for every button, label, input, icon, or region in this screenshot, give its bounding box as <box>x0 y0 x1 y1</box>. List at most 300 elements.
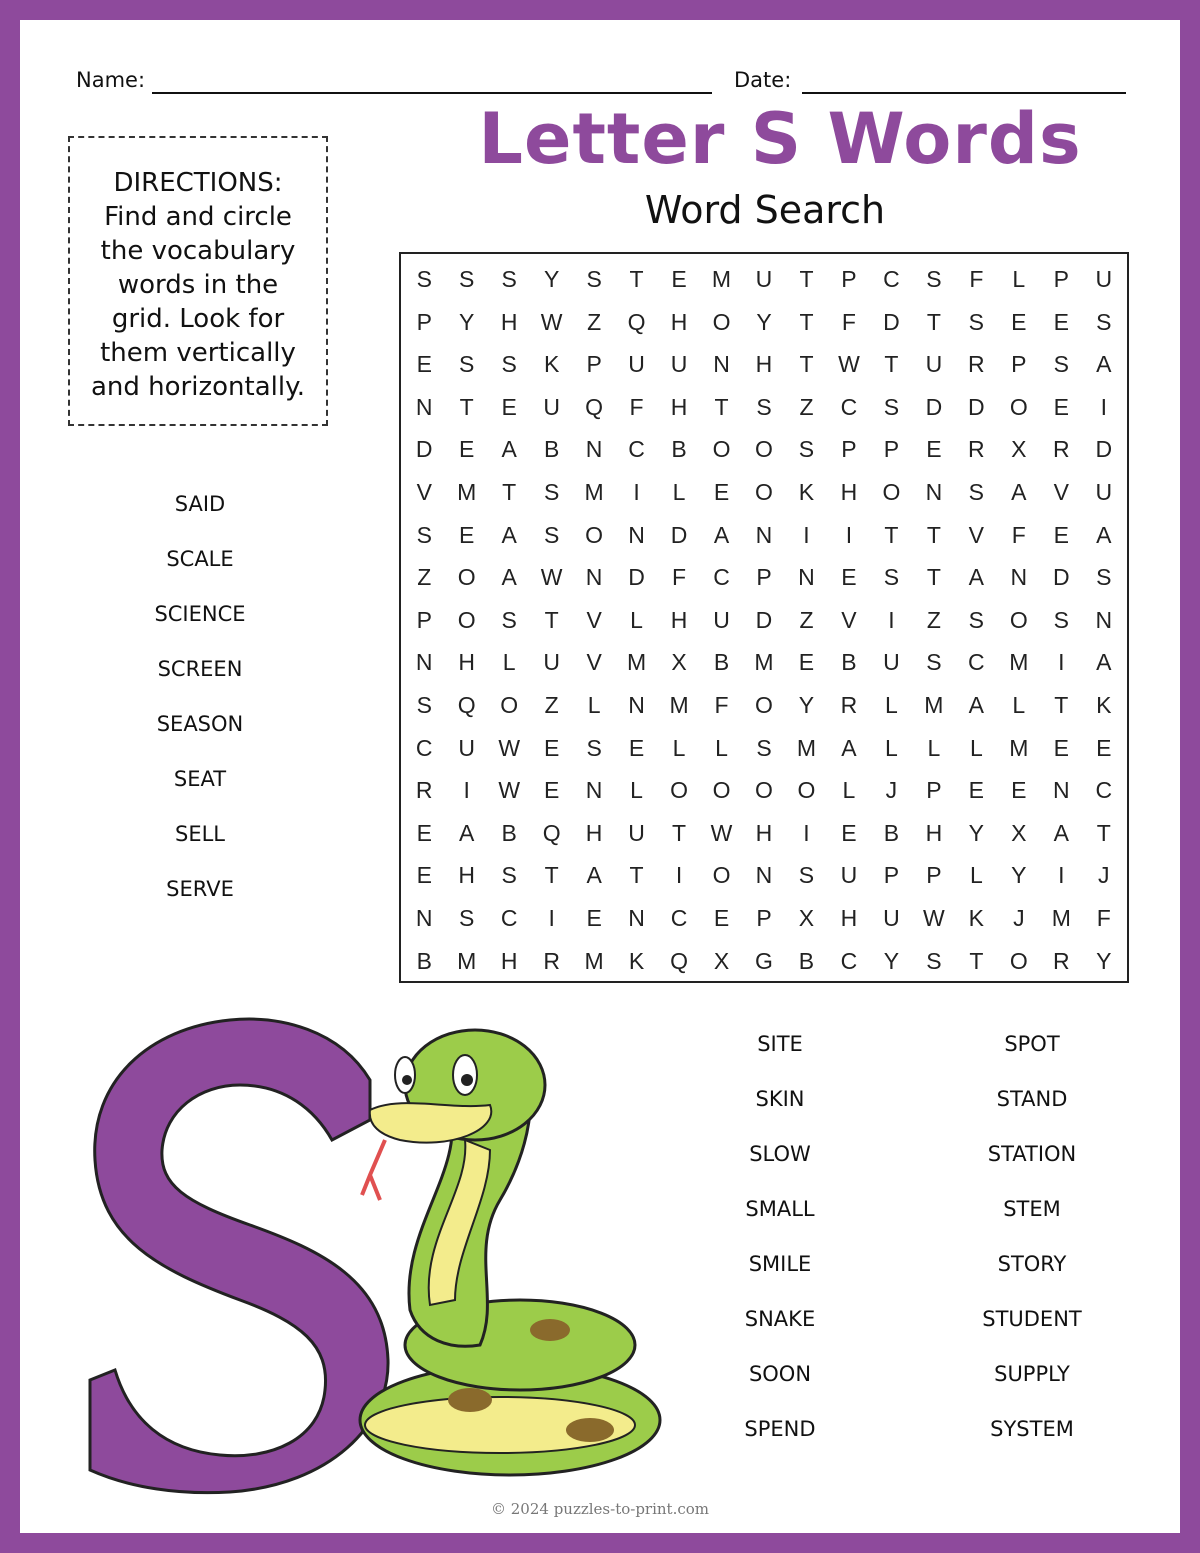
grid-cell[interactable]: P <box>841 436 857 463</box>
grid-cell[interactable]: P <box>1053 266 1069 292</box>
grid-cell[interactable]: D <box>925 393 943 420</box>
grid-cell[interactable]: S <box>926 947 942 974</box>
grid-cell[interactable]: T <box>629 862 644 889</box>
grid-cell[interactable]: J <box>1013 904 1025 931</box>
grid-cell[interactable]: U <box>1095 266 1113 292</box>
grid-cell[interactable]: E <box>1053 521 1069 548</box>
grid-cell[interactable]: E <box>926 436 942 463</box>
grid-cell[interactable]: A <box>841 734 857 761</box>
grid-cell[interactable]: X <box>713 947 730 974</box>
grid-cell[interactable]: S <box>586 734 602 761</box>
date-field[interactable] <box>802 92 1126 94</box>
grid-cell[interactable]: O <box>797 777 816 804</box>
grid-cell[interactable]: U <box>883 649 900 676</box>
grid-cell[interactable]: S <box>1053 606 1069 633</box>
grid-cell[interactable]: T <box>459 393 474 420</box>
grid-cell[interactable]: V <box>586 606 602 633</box>
grid-cell[interactable]: U <box>628 819 645 846</box>
grid-cell[interactable]: F <box>1096 904 1111 931</box>
grid-cell[interactable]: N <box>628 904 645 931</box>
grid-cell[interactable]: S <box>926 649 942 676</box>
grid-cell[interactable]: E <box>841 819 857 846</box>
grid-cell[interactable]: O <box>457 606 476 633</box>
grid-cell[interactable]: E <box>586 904 602 931</box>
grid-cell[interactable]: S <box>968 478 985 505</box>
grid-cell[interactable]: H <box>458 862 476 889</box>
grid-cell[interactable]: A <box>1096 521 1112 548</box>
grid-cell[interactable]: V <box>416 478 432 505</box>
grid-cell[interactable]: C <box>713 564 730 591</box>
grid-cell[interactable]: N <box>798 564 815 591</box>
grid-cell[interactable]: O <box>755 436 773 463</box>
grid-cell[interactable]: T <box>926 521 941 548</box>
grid-cell[interactable]: U <box>840 862 858 889</box>
grid-cell[interactable]: O <box>882 478 901 505</box>
grid-cell[interactable]: U <box>628 351 645 378</box>
grid-cell[interactable]: O <box>712 862 731 889</box>
grid-cell[interactable]: E <box>628 734 645 761</box>
grid-cell[interactable]: Q <box>457 691 476 718</box>
grid-cell[interactable]: A <box>968 564 985 591</box>
grid-cell[interactable]: E <box>713 904 730 931</box>
grid-cell[interactable]: E <box>1053 734 1069 761</box>
grid-cell[interactable]: H <box>585 819 603 846</box>
grid-cell[interactable]: E <box>416 819 432 846</box>
grid-cell[interactable]: S <box>586 266 602 292</box>
grid-cell[interactable]: X <box>798 904 815 931</box>
grid-cell[interactable]: A <box>1096 649 1112 676</box>
grid-cell[interactable]: V <box>841 606 857 633</box>
grid-cell[interactable]: T <box>926 308 941 335</box>
grid-cell[interactable]: Y <box>968 819 985 846</box>
grid-cell[interactable]: Z <box>799 393 814 420</box>
grid-cell[interactable]: H <box>500 308 518 335</box>
grid-cell[interactable]: N <box>1052 777 1070 804</box>
directions-line: DIRECTIONS: <box>113 168 283 198</box>
grid-cell[interactable]: H <box>925 819 943 846</box>
grid-cell[interactable]: X <box>1011 436 1027 463</box>
grid-cell[interactable]: B <box>883 819 900 846</box>
grid-cell[interactable]: L <box>885 734 898 761</box>
grid-cell[interactable]: B <box>798 947 815 974</box>
grid-cell[interactable]: Z <box>926 606 941 633</box>
grid-cell[interactable]: U <box>883 904 900 931</box>
grid-cell[interactable]: W <box>710 819 733 846</box>
grid-cell[interactable]: S <box>543 478 560 505</box>
grid-cell[interactable]: S <box>459 266 475 292</box>
grid-cell[interactable]: S <box>798 862 815 889</box>
grid-cell[interactable]: T <box>1054 691 1069 718</box>
grid-cell[interactable]: V <box>586 649 602 676</box>
grid-cell[interactable]: E <box>1011 308 1027 335</box>
grid-cell[interactable]: P <box>926 862 942 889</box>
grid-cell[interactable]: W <box>540 308 563 335</box>
grid-cell[interactable]: Y <box>883 947 900 974</box>
grid-cell[interactable]: F <box>841 308 856 335</box>
grid-cell[interactable]: H <box>755 819 773 846</box>
grid-cell[interactable]: P <box>841 266 857 292</box>
grid-cell[interactable]: H <box>670 606 688 633</box>
grid-cell[interactable]: T <box>799 266 814 292</box>
grid-cell[interactable]: P <box>416 606 432 633</box>
grid-cell[interactable]: I <box>803 521 810 548</box>
grid-cell[interactable]: E <box>543 777 560 804</box>
grid-cell[interactable]: U <box>713 606 730 633</box>
grid-cell[interactable]: I <box>1058 862 1065 889</box>
grid-cell[interactable]: M <box>711 266 732 292</box>
grid-cell[interactable]: M <box>924 691 944 718</box>
grid-cell[interactable]: D <box>755 606 773 633</box>
grid-cell[interactable]: O <box>1009 947 1028 974</box>
grid-cell[interactable]: T <box>1096 819 1111 846</box>
grid-cell[interactable]: T <box>884 351 899 378</box>
grid-cell[interactable]: Y <box>459 308 475 335</box>
grid-cell[interactable]: R <box>1052 947 1070 974</box>
grid-cell[interactable]: A <box>713 521 730 548</box>
grid-cell[interactable]: U <box>543 649 560 676</box>
grid-cell[interactable]: B <box>501 819 517 846</box>
grid-cell[interactable]: E <box>459 521 475 548</box>
grid-cell[interactable]: S <box>968 606 985 633</box>
grid-cell[interactable]: S <box>501 266 517 292</box>
grid-cell[interactable]: L <box>715 734 728 761</box>
grid-cell[interactable]: T <box>799 308 814 335</box>
grid-cell[interactable]: M <box>754 649 774 676</box>
word-list-item: SPEND <box>744 1417 816 1441</box>
grid-cell[interactable]: M <box>457 478 477 505</box>
grid-cell[interactable]: T <box>884 521 899 548</box>
grid-cell[interactable]: X <box>671 649 687 676</box>
grid-cell[interactable]: S <box>968 308 985 335</box>
grid-cell[interactable]: T <box>629 266 644 292</box>
grid-cell[interactable]: T <box>969 947 984 974</box>
grid-cell[interactable]: N <box>1010 564 1028 591</box>
grid-cell[interactable]: M <box>1009 734 1029 761</box>
grid-cell[interactable]: S <box>883 393 900 420</box>
grid-cell[interactable]: T <box>544 606 559 633</box>
grid-cell[interactable]: M <box>626 649 647 676</box>
grid-cell[interactable]: I <box>1058 649 1065 676</box>
grid-cell[interactable]: H <box>840 904 858 931</box>
grid-cell[interactable]: I <box>1100 393 1107 420</box>
grid-cell[interactable]: T <box>672 819 687 846</box>
grid-cell[interactable]: C <box>628 436 645 463</box>
grid-cell[interactable]: Z <box>544 691 559 718</box>
grid-cell[interactable]: S <box>756 734 772 761</box>
grid-cell[interactable]: X <box>1011 819 1027 846</box>
grid-cell[interactable]: E <box>501 393 517 420</box>
grid-cell[interactable]: B <box>841 649 857 676</box>
grid-cell[interactable]: T <box>714 393 729 420</box>
grid-cell[interactable]: C <box>840 393 858 420</box>
grid-cell[interactable]: E <box>671 266 687 292</box>
grid-cell[interactable]: O <box>755 691 773 718</box>
grid-cell[interactable]: T <box>502 478 517 505</box>
grid-cell[interactable]: A <box>501 564 517 591</box>
grid-cell[interactable]: O <box>712 436 731 463</box>
grid-cell[interactable]: A <box>586 862 602 889</box>
grid-cell[interactable]: R <box>968 351 985 378</box>
grid-cell[interactable]: P <box>883 862 900 889</box>
grid-cell[interactable]: N <box>755 862 773 889</box>
grid-cell[interactable]: P <box>926 777 942 804</box>
grid-cell[interactable]: R <box>840 691 858 718</box>
grid-cell[interactable]: N <box>628 521 645 548</box>
grid-cell[interactable]: B <box>416 947 432 974</box>
grid-cell[interactable]: W <box>923 904 945 931</box>
grid-cell[interactable]: C <box>840 947 858 974</box>
grid-cell[interactable]: P <box>416 308 432 335</box>
grid-cell[interactable]: R <box>415 777 433 804</box>
grid-cell[interactable]: Q <box>585 393 604 420</box>
grid-cell[interactable]: L <box>672 478 686 505</box>
grid-cell[interactable]: I <box>888 606 895 633</box>
grid-cell[interactable]: N <box>713 351 730 378</box>
grid-cell[interactable]: S <box>1096 308 1112 335</box>
grid-cell[interactable]: S <box>459 904 475 931</box>
grid-cell[interactable]: I <box>845 521 853 548</box>
grid-cell[interactable]: L <box>587 691 601 718</box>
grid-cell[interactable]: S <box>416 691 432 718</box>
grid-cell[interactable]: N <box>415 649 433 676</box>
grid-cell[interactable]: K <box>968 904 985 931</box>
grid-cell[interactable]: M <box>1009 649 1029 676</box>
grid-cell[interactable]: Y <box>1096 947 1112 974</box>
word-search-grid[interactable] <box>399 252 1129 983</box>
grid-cell[interactable]: O <box>457 564 476 591</box>
grid-cell[interactable]: N <box>925 478 943 505</box>
grid-cell[interactable]: V <box>968 521 985 548</box>
grid-cell[interactable]: S <box>1053 351 1069 378</box>
grid-cell[interactable]: A <box>1053 819 1069 846</box>
grid-cell[interactable]: F <box>969 266 984 292</box>
snake-spot-icon <box>448 1388 492 1412</box>
grid-cell[interactable]: F <box>629 393 644 420</box>
grid-cell[interactable]: D <box>670 521 688 548</box>
grid-cell[interactable]: Y <box>1011 862 1027 889</box>
grid-cell[interactable]: B <box>543 436 560 463</box>
grid-cell[interactable]: Z <box>587 308 602 335</box>
grid-cell[interactable]: E <box>1096 734 1112 761</box>
grid-cell[interactable]: H <box>500 947 518 974</box>
grid-cell[interactable]: U <box>755 266 773 292</box>
grid-cell[interactable]: N <box>755 521 773 548</box>
grid-cell[interactable]: L <box>842 777 856 804</box>
grid-cell[interactable]: H <box>670 308 688 335</box>
grid-cell[interactable]: N <box>585 564 603 591</box>
grid-cell[interactable]: E <box>459 436 475 463</box>
grid-cell[interactable]: B <box>671 436 687 463</box>
grid-cell[interactable]: E <box>713 478 730 505</box>
grid-cell[interactable]: S <box>883 564 900 591</box>
snake-spot-icon <box>566 1418 614 1442</box>
grid-cell[interactable]: N <box>415 393 433 420</box>
grid-cell[interactable]: N <box>585 436 603 463</box>
name-field[interactable] <box>152 92 712 94</box>
grid-cell[interactable]: S <box>501 351 517 378</box>
grid-cell[interactable]: I <box>675 862 683 889</box>
grid-cell[interactable]: D <box>968 393 985 420</box>
grid-cell[interactable]: A <box>459 819 475 846</box>
grid-cell[interactable]: I <box>633 478 640 505</box>
grid-cell[interactable]: R <box>543 947 560 974</box>
grid-cell[interactable]: E <box>968 777 985 804</box>
grid-cell[interactable]: R <box>1052 436 1070 463</box>
grid-cell[interactable]: M <box>584 478 604 505</box>
grid-cell[interactable]: L <box>885 691 898 718</box>
grid-cell[interactable]: M <box>796 734 817 761</box>
word-list-item: SMILE <box>748 1252 812 1276</box>
grid-cell[interactable]: A <box>1011 478 1027 505</box>
grid-cell[interactable]: S <box>501 862 517 889</box>
grid-cell[interactable]: D <box>628 564 645 591</box>
grid-cell[interactable]: E <box>1053 308 1069 335</box>
grid-cell[interactable]: H <box>670 393 688 420</box>
grid-cell[interactable]: T <box>926 564 941 591</box>
grid-cell[interactable]: O <box>670 777 688 804</box>
grid-cell[interactable]: L <box>969 734 983 761</box>
grid-cell[interactable]: Y <box>543 266 560 292</box>
grid-cell[interactable]: P <box>883 436 900 463</box>
grid-cell[interactable]: P <box>586 351 602 378</box>
grid-cell[interactable]: N <box>585 777 603 804</box>
grid-cell[interactable]: R <box>968 436 985 463</box>
grid-cell[interactable]: M <box>1051 904 1071 931</box>
grid-cell[interactable]: W <box>498 734 521 761</box>
grid-cell[interactable]: N <box>628 691 645 718</box>
grid-cell[interactable]: I <box>803 819 810 846</box>
grid-cell[interactable]: P <box>756 564 772 591</box>
grid-cell[interactable]: L <box>630 606 643 633</box>
grid-cell[interactable]: M <box>584 947 604 974</box>
grid-cell[interactable]: L <box>969 862 983 889</box>
grid-cell[interactable]: Y <box>798 691 815 718</box>
grid-cell[interactable]: Q <box>670 947 688 974</box>
grid-cell[interactable]: K <box>798 478 815 505</box>
grid-cell[interactable]: D <box>883 308 900 335</box>
grid-cell[interactable]: D <box>1052 564 1070 591</box>
grid-cell[interactable]: Q <box>542 819 561 846</box>
grid-cell[interactable]: L <box>630 777 643 804</box>
grid-cell[interactable]: V <box>1053 478 1069 505</box>
grid-cell[interactable]: M <box>457 947 477 974</box>
grid-cell[interactable]: S <box>1096 564 1112 591</box>
grid-cell[interactable]: W <box>540 564 563 591</box>
grid-cell[interactable]: F <box>714 691 729 718</box>
grid-cell[interactable]: E <box>1053 393 1069 420</box>
grid-cell[interactable]: G <box>755 947 773 974</box>
grid-cell[interactable]: W <box>838 351 860 378</box>
grid-cell[interactable]: T <box>799 351 814 378</box>
grid-cell[interactable]: F <box>672 564 687 591</box>
grid-cell[interactable]: O <box>755 777 773 804</box>
grid-cell[interactable]: H <box>458 649 476 676</box>
grid-cell[interactable]: O <box>1009 393 1028 420</box>
grid-cell[interactable]: S <box>459 351 475 378</box>
grid-cell[interactable]: L <box>927 734 941 761</box>
grid-cell[interactable]: U <box>1095 478 1113 505</box>
grid-cell[interactable]: I <box>548 904 555 931</box>
grid-cell[interactable]: Z <box>417 564 432 591</box>
grid-cell[interactable]: E <box>798 649 815 676</box>
grid-cell[interactable]: S <box>416 521 432 548</box>
grid-cell[interactable]: U <box>925 351 943 378</box>
directions-line: words in the <box>117 270 279 300</box>
grid-cell[interactable]: N <box>1095 606 1113 633</box>
grid-cell[interactable]: E <box>416 351 432 378</box>
grid-cell[interactable]: U <box>670 351 688 378</box>
grid-cell[interactable]: D <box>415 436 433 463</box>
grid-cell[interactable]: U <box>458 734 476 761</box>
grid-cell[interactable]: Q <box>627 308 646 335</box>
grid-cell[interactable]: H <box>840 478 858 505</box>
grid-cell[interactable]: I <box>463 777 470 804</box>
grid-cell[interactable]: B <box>713 649 730 676</box>
grid-cell[interactable]: O <box>585 521 604 548</box>
grid-cell[interactable]: J <box>1098 862 1110 889</box>
grid-cell[interactable]: P <box>1011 351 1027 378</box>
grid-cell[interactable]: S <box>543 521 560 548</box>
grid-cell[interactable]: O <box>1009 606 1028 633</box>
grid-cell[interactable]: E <box>1011 777 1027 804</box>
grid-cell[interactable]: O <box>712 308 731 335</box>
grid-cell[interactable]: N <box>415 904 433 931</box>
grid-cell[interactable]: L <box>1012 266 1026 292</box>
grid-cell[interactable]: H <box>755 351 773 378</box>
grid-cell[interactable]: L <box>672 734 686 761</box>
grid-cell[interactable]: S <box>756 393 772 420</box>
grid-cell[interactable]: A <box>501 436 517 463</box>
grid-cell[interactable]: S <box>926 266 942 292</box>
grid-cell[interactable]: O <box>755 478 773 505</box>
grid-cell[interactable]: M <box>669 691 689 718</box>
grid-cell[interactable]: S <box>798 436 815 463</box>
grid-cell[interactable]: A <box>501 521 517 548</box>
grid-cell[interactable]: U <box>543 393 560 420</box>
grid-cell[interactable]: J <box>885 777 898 804</box>
grid-cell[interactable]: L <box>502 649 516 676</box>
grid-cell[interactable]: L <box>1012 691 1026 718</box>
grid-cell[interactable]: S <box>501 606 517 633</box>
grid-cell[interactable]: A <box>968 691 985 718</box>
grid-cell[interactable]: K <box>628 947 645 974</box>
grid-cell[interactable]: C <box>883 266 900 292</box>
grid-cell[interactable]: W <box>498 777 521 804</box>
grid-cell[interactable]: D <box>1095 436 1113 463</box>
grid-cell[interactable]: C <box>670 904 688 931</box>
grid-cell[interactable]: K <box>1096 691 1112 718</box>
grid-cell[interactable]: S <box>416 266 432 292</box>
snake-letter-s-illustration <box>70 1000 670 1500</box>
grid-cell[interactable]: F <box>1011 521 1026 548</box>
grid-cell[interactable]: E <box>543 734 560 761</box>
grid-cell[interactable]: Y <box>756 308 772 335</box>
grid-cell[interactable]: K <box>543 351 560 378</box>
grid-cell[interactable]: C <box>1095 777 1113 804</box>
word-list-item: STATION <box>987 1142 1077 1166</box>
grid-cell[interactable]: O <box>500 691 519 718</box>
grid-cell[interactable]: E <box>416 862 432 889</box>
grid-cell[interactable]: C <box>415 734 433 761</box>
grid-cell[interactable]: P <box>756 904 772 931</box>
grid-cell[interactable]: O <box>712 777 731 804</box>
grid-cell[interactable]: C <box>500 904 518 931</box>
grid-cell[interactable]: Z <box>799 606 814 633</box>
grid-cell[interactable]: T <box>544 862 559 889</box>
grid-cell[interactable]: A <box>1096 351 1112 378</box>
grid-cell[interactable]: C <box>968 649 985 676</box>
grid-cell[interactable]: E <box>841 564 857 591</box>
